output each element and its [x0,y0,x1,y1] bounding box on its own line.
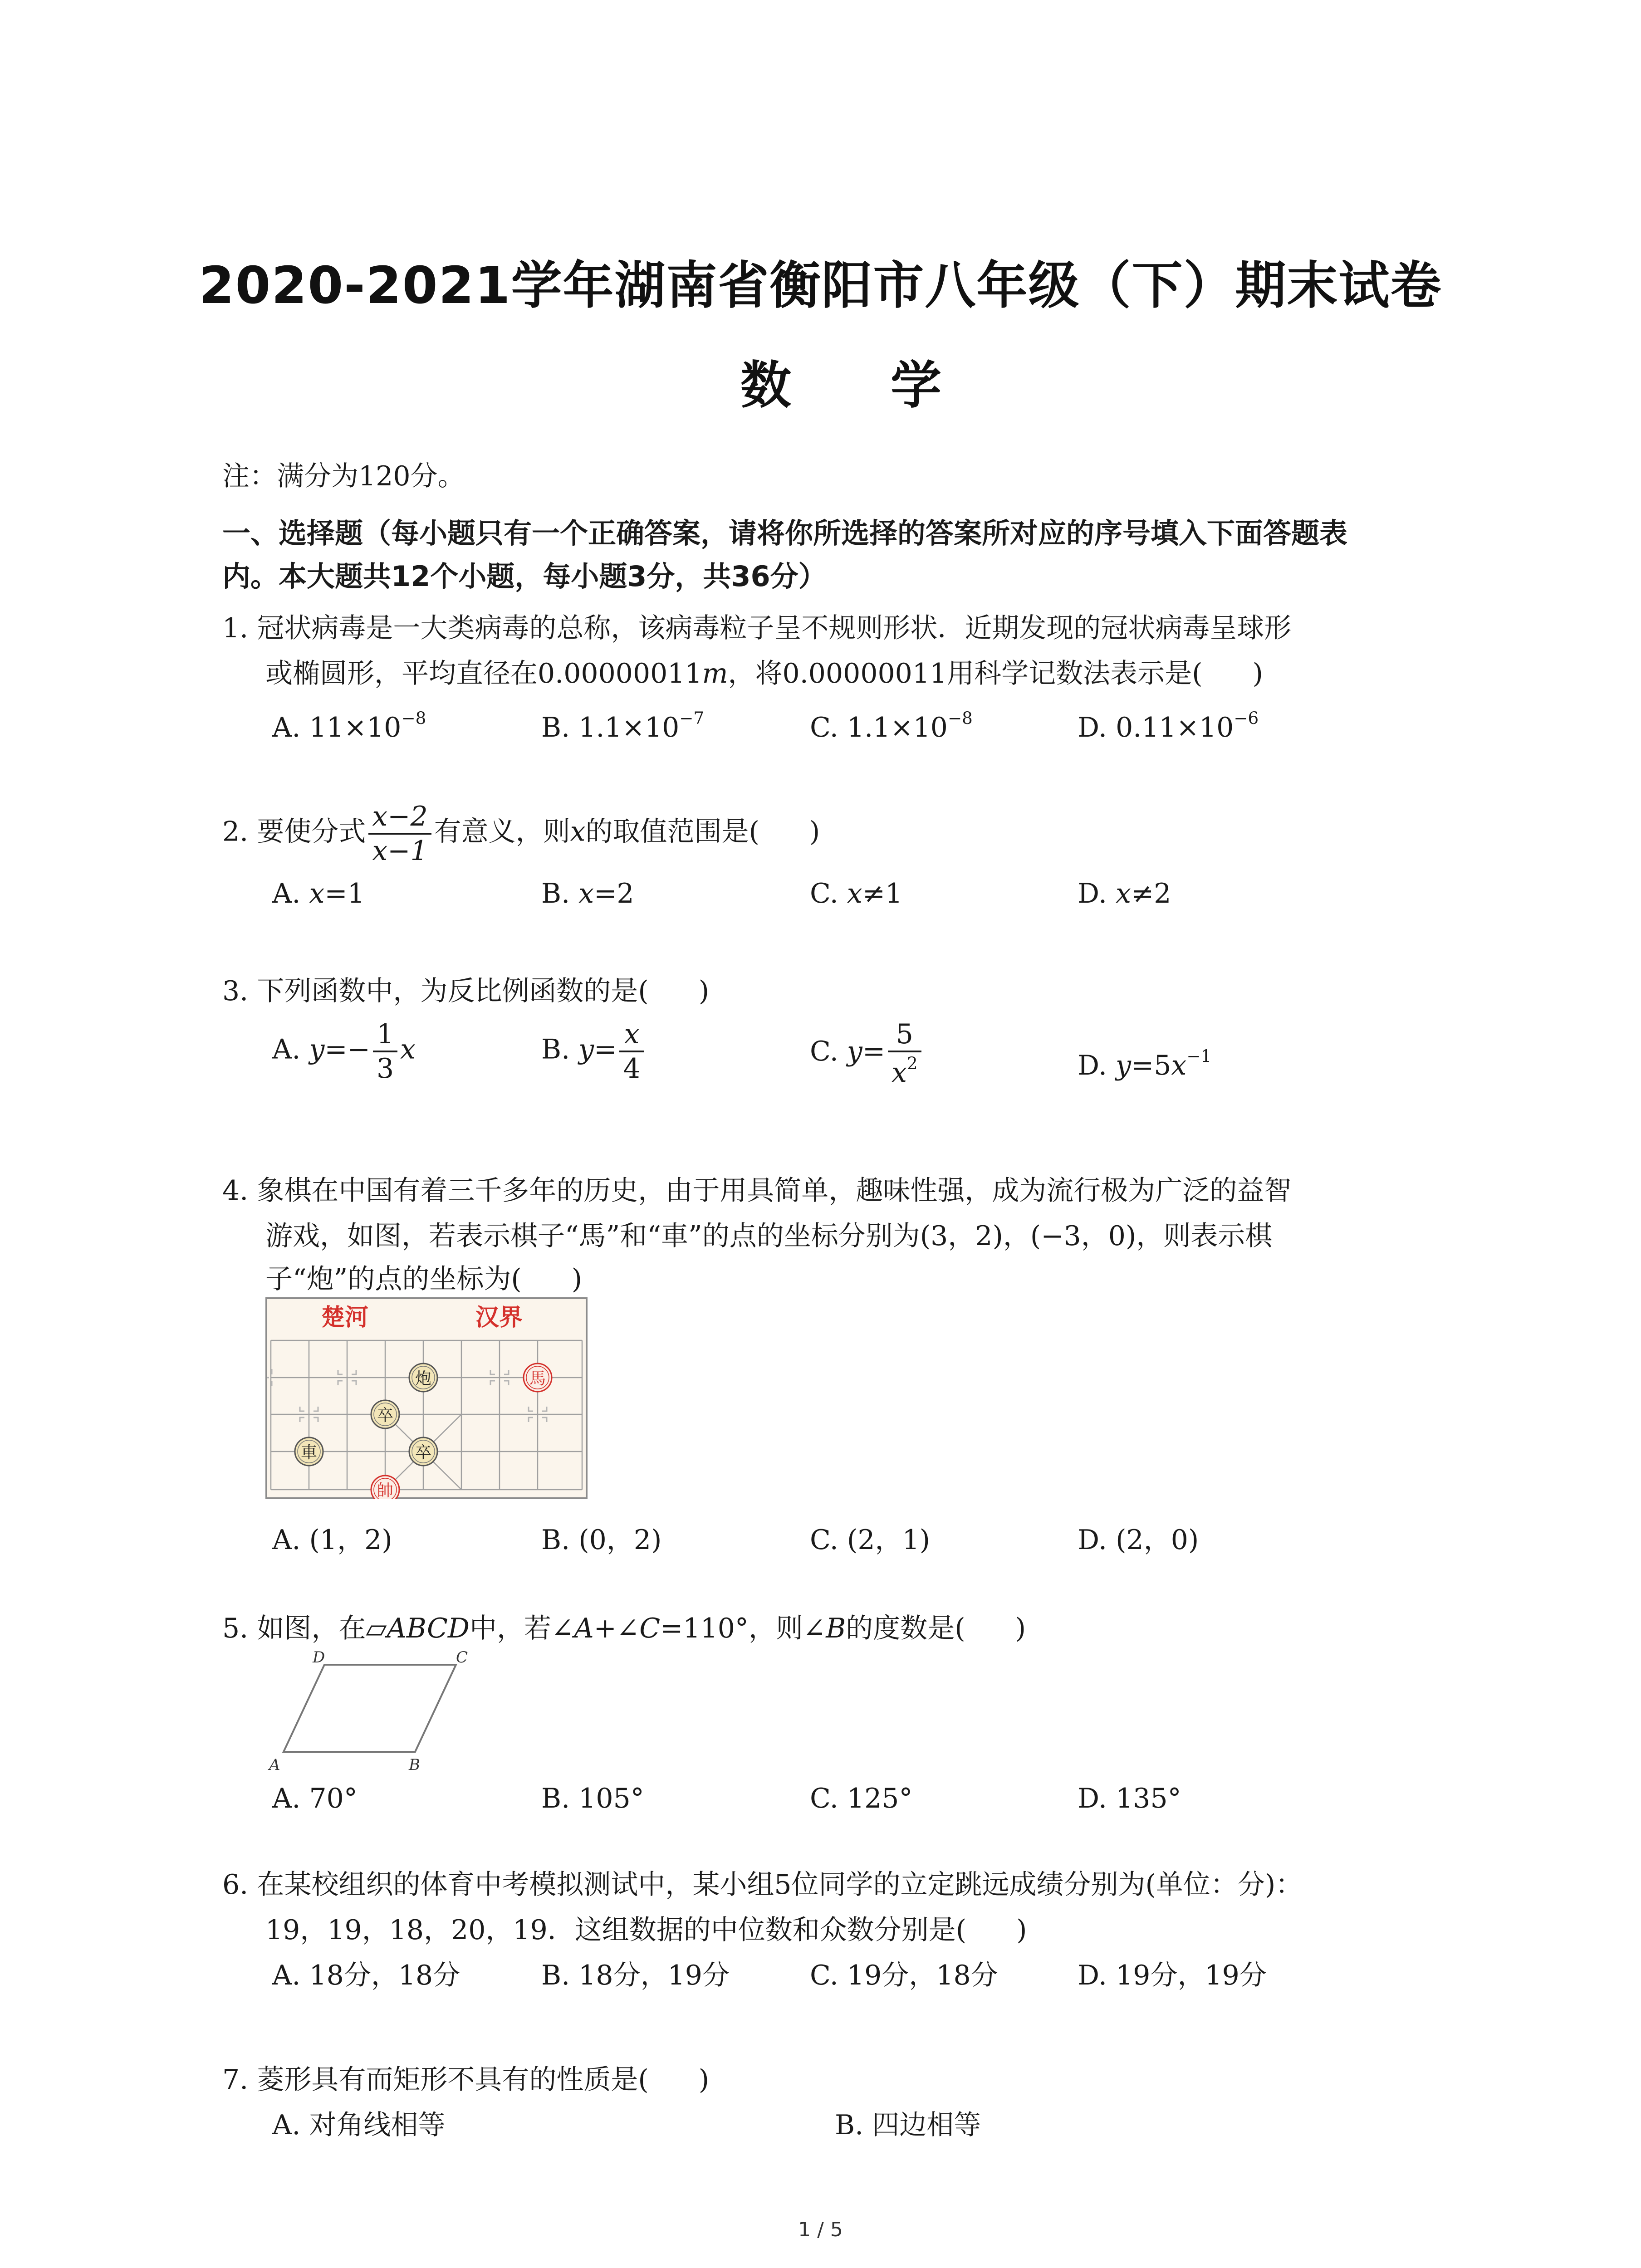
q5-parallelogram-name: ABCD [387,1613,470,1644]
option-label: D. [1078,878,1107,909]
q1-close-paren: ) [1252,658,1264,689]
fraction-denominator: x [892,1056,907,1089]
q6-option-c[interactable] [810,1962,998,1989]
q3-close-paren: ) [698,975,710,1007]
option-label: B. [541,1783,570,1814]
option-eq: =− [324,1033,370,1066]
q7-text: 7. 菱形具有而矩形不具有的性质是( [222,2064,649,2096]
option-text: (0，2) [578,1524,662,1556]
q1-option-d[interactable] [1078,710,1259,741]
fraction-denominator: 4 [623,1053,641,1085]
subject-title: 数 学 [740,356,982,415]
q1-option-c[interactable] [810,710,973,741]
option-text: 19分，19分 [1116,1960,1267,1991]
page-number: 1 / 5 [798,2218,843,2241]
piece-zu-1-label: 卒 [377,1406,394,1425]
piece-shuai [371,1476,399,1499]
fraction-numerator: x [624,1018,640,1050]
option-var: x [309,878,325,909]
exponent: −8 [401,708,426,728]
piece-ma-label: 馬 [529,1369,546,1388]
q4-stem-line1: 4. 象棋在中国有着三千多年的历史，由于用具简单，趣味性强，成为流行极为广泛的益智 [222,1175,1292,1207]
q6-option-a[interactable] [272,1962,460,1989]
q3-text: 3. 下列函数中，为反比例函数的是( [222,975,649,1007]
q5-option-d[interactable] [1078,1785,1181,1812]
q2-close-paren: ) [809,816,820,848]
q7-close-paren: ) [698,2064,710,2096]
parallelogram-figure [265,1651,474,1774]
q4-option-a[interactable] [272,1526,392,1554]
q2-text-mid: 有意义，则 [434,816,570,848]
q4-option-c[interactable] [810,1526,930,1554]
option-var: x [1116,878,1131,909]
option-text: 对角线相等 [309,2109,446,2141]
vertex-b-label: B [409,1756,420,1774]
q5-option-c[interactable] [810,1785,912,1812]
option-lhs: y [309,1033,325,1066]
option-text: =2 [594,878,634,909]
piece-che-label: 車 [300,1443,318,1462]
parallelogram-shape [284,1665,456,1752]
option-label: D. [1078,1783,1107,1814]
exponent: 2 [906,1053,918,1073]
q5-text-i: 的度数是( [846,1613,965,1644]
exponent: −1 [1186,1046,1212,1066]
vertex-c-label: C [456,1651,468,1667]
q4-text: 子“炮”的点的坐标为( [265,1263,522,1295]
option-label: B. [541,878,570,909]
option-fraction [619,1018,644,1085]
option-lhs: y [578,1033,594,1066]
q2-option-a[interactable] [272,880,365,907]
q7-stem [222,2064,710,2096]
q5-angle-a: A [574,1613,594,1644]
option-eq: = [594,1033,617,1066]
q2-option-b[interactable] [541,880,634,907]
option-label: D. [1078,1960,1107,1991]
q2-variable: x [570,816,586,848]
section-heading-line2: 内。本大题共12个小题，每小题3分，共36分） [222,560,827,593]
q4-option-d[interactable] [1078,1526,1199,1554]
option-label: D. [1078,1049,1107,1081]
exponent: −7 [679,708,705,728]
q5-close-paren: ) [1015,1613,1026,1644]
q3-option-c[interactable] [810,1018,924,1089]
option-label: A. [272,1783,301,1814]
piece-shuai-label: 帥 [377,1481,394,1499]
q1-unit: m [702,658,728,689]
q2-text-suffix: 的取值范围是( [585,816,759,848]
river-label-right: 汉界 [475,1304,523,1331]
fraction-numerator: 1 [373,1021,397,1052]
option-text: (2，0) [1116,1524,1199,1556]
option-text: 1.1×10 [578,711,680,743]
q5-text-g: =110°，则∠ [660,1613,826,1644]
piece-ma [524,1364,552,1392]
option-label: C. [810,1783,838,1814]
option-text: 0.11×10 [1116,711,1234,743]
q3-stem [222,975,710,1007]
q1-text-a: 或椭圆形，平均直径在0.00000011 [265,658,702,689]
option-var: x [847,878,862,909]
exam-title: 2020-2021学年湖南省衡阳市八年级（下）期末试卷 [199,256,1442,315]
chess-board-figure [265,1297,588,1499]
piece-zu-2-label: 卒 [415,1443,432,1462]
option-text: =1 [324,878,365,909]
option-var: x [578,878,594,909]
river-label-left: 楚河 [321,1304,369,1331]
option-label: A. [272,1033,301,1066]
option-eq: =5 [1131,1049,1171,1081]
q6-text: 19，19，18，20，19．这组数据的中位数和众数分别是( [265,1914,967,1946]
option-text: 18分，19分 [578,1960,730,1991]
option-text: ≠1 [862,878,903,909]
q7-option-b[interactable] [835,2109,981,2141]
option-text: 135° [1116,1783,1181,1814]
q4-option-b[interactable] [541,1526,661,1554]
option-label: C. [810,711,838,743]
q5-angle-c: C [639,1613,661,1644]
q4-stem-line3 [265,1263,583,1295]
q5-option-a[interactable] [272,1785,358,1812]
option-text: 19分，18分 [847,1960,998,1991]
board-frame [266,1298,587,1498]
option-label: B. [541,711,570,743]
q6-option-d[interactable] [1078,1962,1267,1989]
piece-zu-2 [409,1437,437,1466]
piece-pao-label: 炮 [415,1369,432,1388]
q5-text-a: 5. 如图，在▱ [222,1613,387,1644]
q1-option-a[interactable] [272,710,426,741]
vertex-a-label: A [269,1756,280,1774]
q1-text-b: ，将0.00000011用科学记数法表示是( [728,658,1203,689]
exponent: −8 [947,708,973,728]
option-label: A. [272,1960,301,1991]
q2-option-c[interactable] [810,880,902,907]
q5-text-c: 中，若∠ [470,1613,574,1644]
option-label: C. [810,1960,838,1991]
option-var: x [1171,1049,1187,1081]
option-label: A. [272,1524,301,1556]
option-lhs: y [847,1036,862,1068]
option-label: B. [541,1033,570,1066]
option-text: (2，1) [847,1524,931,1556]
option-text: 70° [309,1783,358,1814]
option-fraction [888,1018,921,1089]
q2-option-d[interactable] [1078,880,1171,907]
option-label: A. [272,2109,301,2141]
q4-stem-line2: 游戏，如图，若表示棋子“馬”和“車”的点的坐标分别为(3，2)，(−3，0)，则表示棋 [265,1220,1273,1252]
option-label: D. [1078,711,1107,743]
option-label: C. [810,1036,838,1068]
option-label: A. [272,878,301,909]
q2-fraction [368,803,431,865]
option-label: C. [810,878,838,909]
option-label: B. [541,1524,570,1556]
q5-angle-b: B [826,1613,846,1644]
piece-zu-1 [371,1400,399,1428]
q5-option-b[interactable] [541,1785,644,1812]
q6-option-b[interactable] [541,1962,730,1989]
q2-text-prefix: 2. 要使分式 [222,816,366,848]
fraction-denominator: 3 [376,1053,394,1085]
q2-stem [222,803,820,865]
q7-option-a[interactable] [272,2109,446,2141]
q6-stem-line2 [265,1916,1027,1944]
q3-option-d[interactable] [1078,1048,1211,1079]
q6-close-paren: ) [1016,1914,1027,1946]
option-eq: = [862,1036,886,1068]
q6-stem-line1: 6. 在某校组织的体育中考模拟测试中，某小组5位同学的立定跳远成绩分别为(单位：分)： [222,1869,1303,1901]
option-fraction [373,1018,397,1085]
section-heading-line1: 一、选择题（每小题只有一个正确答案，请将你所选择的答案所对应的序号填入下面答题表 [222,517,1348,550]
option-text: ≠2 [1131,878,1171,909]
option-text: 18分，18分 [309,1960,460,1991]
option-label: B. [541,1960,570,1991]
q5-text-e: +∠ [593,1613,640,1644]
option-text: (1，2) [309,1524,392,1556]
option-text: 1.1×10 [847,711,948,743]
option-lhs: y [1116,1049,1132,1081]
option-var: x [400,1033,416,1066]
option-label: C. [810,1524,838,1556]
option-label: B. [835,2109,864,2141]
q1-stem-line1: 1. 冠状病毒是一大类病毒的总称，该病毒粒子呈不规则形状．近期发现的冠状病毒呈球形 [222,612,1292,644]
q4-close-paren: ) [571,1263,583,1295]
option-text: 125° [847,1783,913,1814]
q3-option-a[interactable] [272,1018,416,1085]
fraction-numerator: x−2 [372,801,428,832]
piece-che [295,1437,323,1466]
option-text: 11×10 [309,711,402,743]
fraction-denominator: x−1 [372,835,428,867]
option-text: 四边相等 [872,2109,981,2141]
q1-stem-line2 [265,660,1263,687]
q1-option-b[interactable] [541,710,704,741]
exponent: −6 [1234,708,1259,728]
option-text: 105° [578,1783,644,1814]
fraction-numerator: 5 [888,1021,921,1052]
option-label: D. [1078,1524,1107,1556]
option-label: A. [272,711,301,743]
score-note: 注：满分为120分。 [222,460,465,492]
vertex-d-label: D [313,1651,325,1667]
piece-pao [409,1364,437,1392]
q3-option-b[interactable] [541,1018,647,1085]
q5-stem [222,1615,1026,1642]
